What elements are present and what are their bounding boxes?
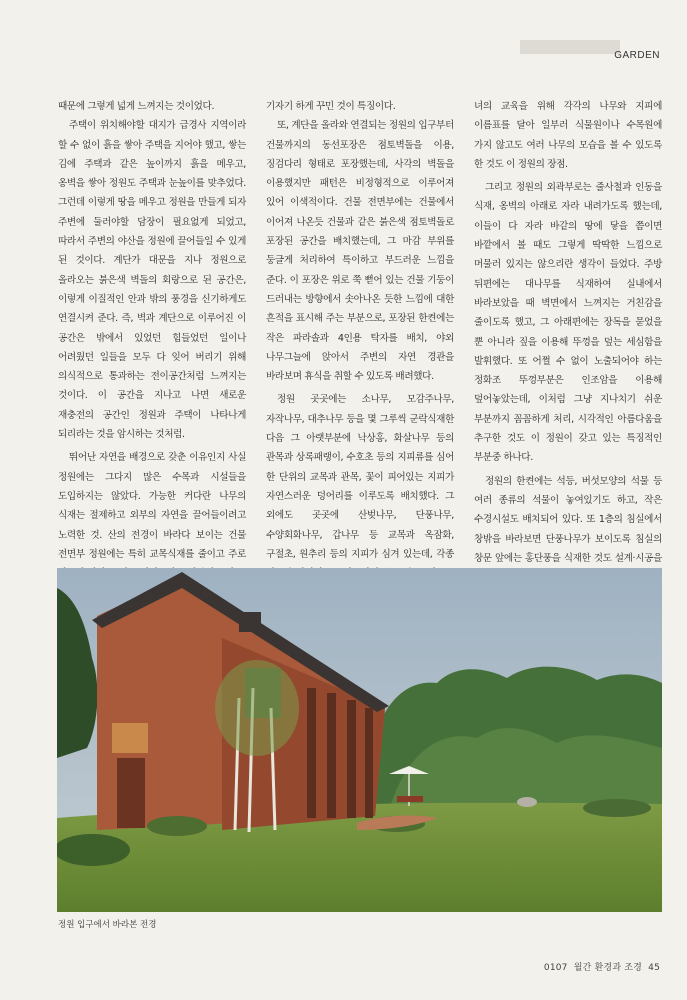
- header-tab: [520, 40, 620, 54]
- page-footer: [541, 960, 660, 973]
- birch-foliage: [215, 660, 299, 756]
- shrub-left: [57, 834, 130, 866]
- paragraph: 뛰어난 자연을 배경으로 갖춘 이유인지 사실 정원에는 그다지 많은 수목과 시설들을 도입하지는 않았다. 가능한 커다란 나무의 식재는 절제하고 외부의 자연을 끌어들이려고 노력한 것. 산의 전경이 바라다 보이는 건물 전면부 정원에는 특히 교목식재를 줄이고 주로: [58, 452, 246, 560]
- column-2: [266, 97, 454, 560]
- magazine-name: 월간 환경과 조경: [573, 963, 643, 973]
- garden-photo: [57, 568, 662, 912]
- paragraph: 그리고 정원의 외곽부로는 줄사철과 인동을 식재, 옹벽의 아래로 자라 내려가도록 했는데, 이들이 다 자라 바같의 땅에 닿을 쯤이면 바깥에서 볼 때도 그렇게 딱딱한 느낌으로 머물러 있지는 않으리란 생각이 들었다. 주방 뒤편에는 대나무를 식재하여 실내에서 바라보았을 때 벽면에서 느껴지는 거친감을 줄이도록 했고, 그 아래편에는 장독을 묻었을 뿐 아니라 짚을 이용해 뚜껑을 덮는 세심함을 발휘했다. 또 어쩔 수 없이 노출되어야 하는 정화조 뚜껑부분은 인조암을 이용해 덮어놓았는데, 이처럼 그냥 지나치기 쉬운 부분까지 꼼꼼하게 처리, 시각적인 아름다움을 추구한 것도 이 정원이 갖고 있는 특징적인 부분중 하나다.: [474, 182, 662, 464]
- paragraph: 때문에 그렇게 넓게 느껴지는 것이었다.: [58, 101, 215, 112]
- paragraph: 녀의 교육을 위해 각각의 나무와 지피에 이름표를 달아 일부러 식물원이나 수목원에 가지 않고도 여러 나무의 모습을 볼 수 있도록 한 것도 이 정원의 장점.: [474, 101, 662, 170]
- shrub-right: [583, 799, 651, 817]
- page-number: 45: [648, 963, 660, 973]
- paragraph: 또, 계단을 올라와 연결되는 정원의 입구부터 건물까지의 동선포장은 점토벽돌을 이용, 징검다리 형태로 포장했는데, 사각의 벽돌을 이용했지만 패턴은 비정형적으로 이루어져 있어 이색적이다. 건물 전면부에는 건물에서 이어져 나온듯 건물과 같은 붉은색 점토벽돌로 포장된 공간을 배치했는데, 그 마감 부위를 둥글게 처리하여 특이하고 부드러운 느낌을 준다. 이 포장은 위로 쭉 뻗어 있는 건물 기둥이 드러내는 방향에서 솟아나온 듯한 느낌에 대한 흔적을 표시해 주는 부분으로, 포장된 한켠에는 작은 파라솔과 4인용 탁자를 배치, 야외 나무그늘에 앉아서 주변의 자연 경관을 바라보며 휴식을 취할 수 있도록 배려했다.: [266, 120, 454, 383]
- article-body: [58, 97, 662, 564]
- paragraph: 정원 곳곳에는 소나무, 모감주나무, 자작나무, 대추나무 등을 몇 그루씩 군락식재한 다음 그 아랫부분에 낙상홍, 화살나무 등의 관목과 상록패랭이, 수호초 등의 지피류를 심어 한 단위의 교목과 관목, 꽃이 피어있는 지피가 자연스러운 덩어리를 이루도록 배치했다. 그 외에도 곳곳에 산벚나무, 단풍나무, 수양회화나무, 갑나무 등 교목과 옥잠화, 구절초, 원추리 등의 지피가 심겨 있는데, 각종: [266, 394, 454, 560]
- photo-caption: 정원 입구에서 바라본 전경: [58, 920, 157, 930]
- paragraph: 정원의 한켠에는 석등, 버섯모양의 석물 등 여러 종류의 석물이 놓여있기도 하고, 작은 수경시설도 배치되어 있다. 또 1층의 침실에서 창밖을 바라보면 단풍나무가 보이도록 침실의 창문 앞에는 홍단풍을 식재한 것도 설계·시공을: [474, 475, 662, 564]
- paragraph: 기자기 하게 꾸민 것이 특징이다.: [266, 101, 396, 112]
- section-label: GARDEN: [614, 50, 660, 61]
- shrub: [147, 816, 207, 836]
- column-3: [474, 97, 662, 564]
- garden-stone: [517, 797, 537, 807]
- issue-number: 0107: [543, 963, 568, 973]
- paragraph: 주택이 위치해야할 대지가 급경사 지역이라 할 수 없이 흙을 쌓아 주택을 지어야 했고, 쌓는 김에 주택과 같은 높이까지 흙을 메우고, 옹벽을 쌓아 정원도 주택과 눈높이를 맞추었다. 그런데 이렇게 땅을 메우고 정원을 만들게 되자 주변에 둘러야할 담장이 필요없게 되었고, 따라서 주변의 야산을 정원에 끌어들일 수 있게 된 것이다. 계단가 대문을 지나 정원으로 올라오는 붉은색 벽돌의 회랑으로 된 공간은, 이렇게 이질적인 안과 밖의 풍경을 신기하게도 연결시켜 준다. 즉, 벽과 계단으로 이루어진 이 공간은 밖에서 있었던 힘들었던 일이나 어려웠던 일들을 모두 다 잊어 버리기 위해 의식적으로 통과하는 전이공간처럼 느껴지는 것이다. 이 공간을 지나고 나면 새로운 재충전의 공간인 정원과 주택이 나타나게 되리라는 것을 암시하는 것처럼.: [58, 120, 246, 441]
- column-1: [58, 97, 246, 560]
